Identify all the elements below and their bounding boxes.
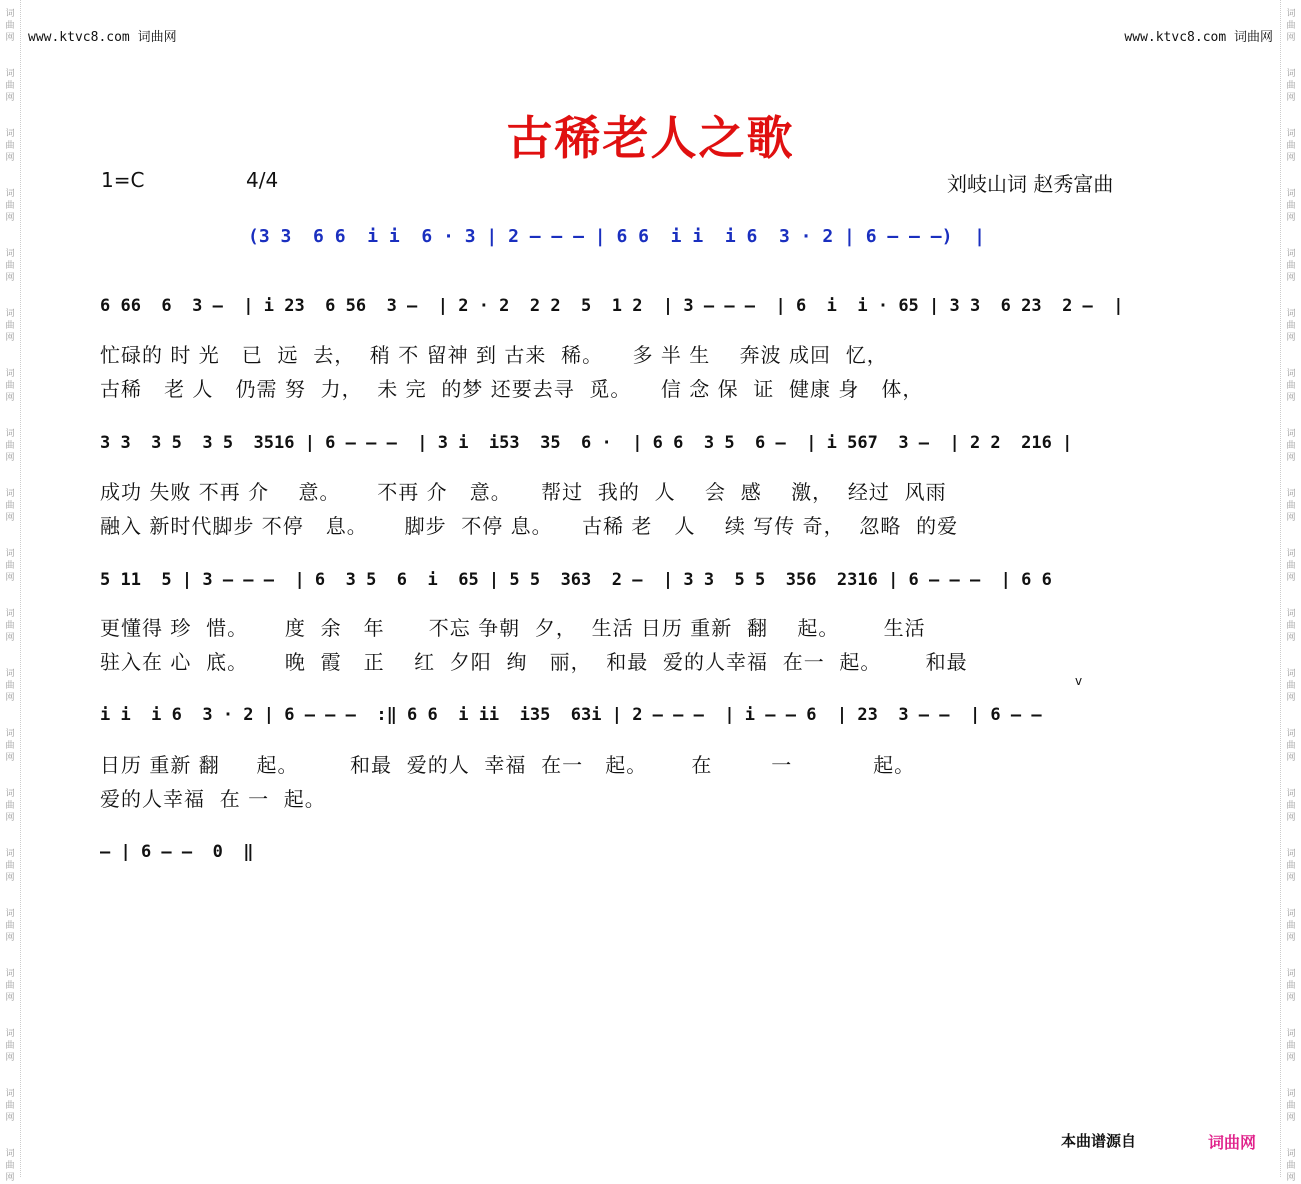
right-watermark-strip [1280, 0, 1301, 1183]
watermark-text: 词 曲 网 [1286, 129, 1296, 163]
watermark-text: 词 曲 网 [5, 249, 15, 283]
left-watermark-strip [0, 0, 21, 1183]
system-3-lyric-verse-1: 更懂得 珍 惜。 度 余 年 不忘 争朝 夕， 生活 日历 重新 翻 起。 生活 [100, 616, 926, 640]
watermark-text: 词 曲 网 [1286, 429, 1296, 463]
watermark-text: 词 曲 网 [5, 789, 15, 823]
watermark-text: 词 曲 网 [1286, 309, 1296, 343]
watermark-text: 词 曲 网 [1286, 9, 1296, 43]
watermark-text: 词 曲 网 [1286, 189, 1296, 223]
footer-brand-link[interactable]: 词曲网 [1208, 1133, 1257, 1152]
site-watermark-right: www.ktvc8.com 词曲网 [1124, 30, 1273, 45]
credits: 刘岐山词 赵秀富曲 [947, 172, 1114, 196]
ending-notes: — | 6 — — 0 ‖ [100, 842, 254, 862]
watermark-text: 词 曲 网 [1286, 1149, 1296, 1183]
watermark-text: 词 曲 网 [1286, 1089, 1296, 1123]
system-1-lyric-verse-1: 忙碌的 时 光 已 远 去， 稍 不 留神 到 古来 稀。 多 半 生 奔波 成回 忆， [100, 343, 888, 367]
song-title: 古稀老人之歌 [506, 111, 795, 165]
watermark-text: 词 曲 网 [1286, 909, 1296, 943]
footer-source-label: 本曲谱源自 [1061, 1132, 1137, 1150]
watermark-text: 词 曲 网 [1286, 69, 1296, 103]
watermark-text: 词 曲 网 [5, 429, 15, 463]
system-4-lyric-verse-1: 日历 重新 翻 起。 和最 爱的人 幸福 在一 起。 在 一 起。 [100, 753, 916, 777]
watermark-text: 词 曲 网 [5, 189, 15, 223]
watermark-text: 词 曲 网 [5, 669, 15, 703]
key-signature: 1=C [101, 168, 145, 192]
system-4-notes: i i i 6 3 · 2 | 6 — — — :‖ 6 6 i ii i35 63i | 2 — — — | i — — 6 | 23 3 — — | 6 — — [100, 705, 1042, 725]
system-4-lyric-verse-2: 爱的人幸福 在 一 起。 [100, 787, 326, 811]
system-2-lyric-verse-2: 融入 新时代脚步 不停 息。 脚步 不停 息。 古稀 老 人 续 写传 奇， 忽略 的爱 [100, 514, 959, 538]
watermark-text: 词 曲 网 [5, 9, 15, 43]
watermark-text: 词 曲 网 [1286, 369, 1296, 403]
watermark-text: 词 曲 网 [5, 129, 15, 163]
watermark-text: 词 曲 网 [5, 849, 15, 883]
site-watermark-left: www.ktvc8.com 词曲网 [28, 30, 177, 45]
system-1-lyric-verse-2: 古稀 老 人 仍需 努 力， 未 完 的梦 还要去寻 觅。 信 念 保 证 健康 身 体， [100, 377, 924, 401]
watermark-text: 词 曲 网 [5, 1089, 15, 1123]
time-signature: 4/4 [246, 168, 279, 192]
system-2-lyric-verse-1: 成功 失败 不再 介 意。 不再 介 意。 帮过 我的 人 会 感 激， 经过 风雨 [100, 480, 947, 504]
watermark-text: 词 曲 网 [1286, 969, 1296, 1003]
watermark-text: 词 曲 网 [5, 1149, 15, 1183]
breath-mark: v [1075, 674, 1083, 688]
watermark-text: 词 曲 网 [1286, 609, 1296, 643]
watermark-text: 词 曲 网 [5, 969, 15, 1003]
watermark-text: 词 曲 网 [5, 729, 15, 763]
watermark-text: 词 曲 网 [5, 549, 15, 583]
watermark-text: 词 曲 网 [5, 489, 15, 523]
system-1-notes: 6 66 6 3 — | i 23 6 56 3 — | 2 · 2 2 2 5 1 2 | 3 — — — | 6 i i · 65 | 3 3 6 23 2 — | [100, 296, 1124, 316]
watermark-text: 词 曲 网 [5, 609, 15, 643]
watermark-text: 词 曲 网 [1286, 1029, 1296, 1063]
watermark-text: 词 曲 网 [1286, 849, 1296, 883]
system-3-notes: 5 11 5 | 3 — — — | 6 3 5 6 i 65 | 5 5 363 2 — | 3 3 5 5 356 2316 | 6 — — — | 6 6 [100, 570, 1052, 590]
system-2-notes: 3 3 3 5 3 5 3516 | 6 — — — | 3 i i53 35 6 · | 6 6 3 5 6 — | i 567 3 — | 2 2 216 | [100, 433, 1073, 453]
watermark-text: 词 曲 网 [1286, 549, 1296, 583]
prelude-notation: (3 3 6 6 i i 6 · 3 | 2 — — — | 6 6 i i i 6 3 · 2 | 6 — — —) | [248, 226, 985, 247]
watermark-text: 词 曲 网 [1286, 729, 1296, 763]
watermark-text: 词 曲 网 [5, 309, 15, 343]
watermark-text: 词 曲 网 [5, 69, 15, 103]
watermark-text: 词 曲 网 [5, 909, 15, 943]
watermark-text: 词 曲 网 [1286, 489, 1296, 523]
watermark-text: 词 曲 网 [1286, 249, 1296, 283]
watermark-text: 词 曲 网 [5, 1029, 15, 1063]
watermark-text: 词 曲 网 [5, 369, 15, 403]
watermark-text: 词 曲 网 [1286, 669, 1296, 703]
watermark-text: 词 曲 网 [1286, 789, 1296, 823]
system-3-lyric-verse-2: 驻入在 心 底。 晚 霞 正 红 夕阳 绚 丽， 和最 爱的人幸福 在一 起。 和最 [100, 650, 968, 674]
